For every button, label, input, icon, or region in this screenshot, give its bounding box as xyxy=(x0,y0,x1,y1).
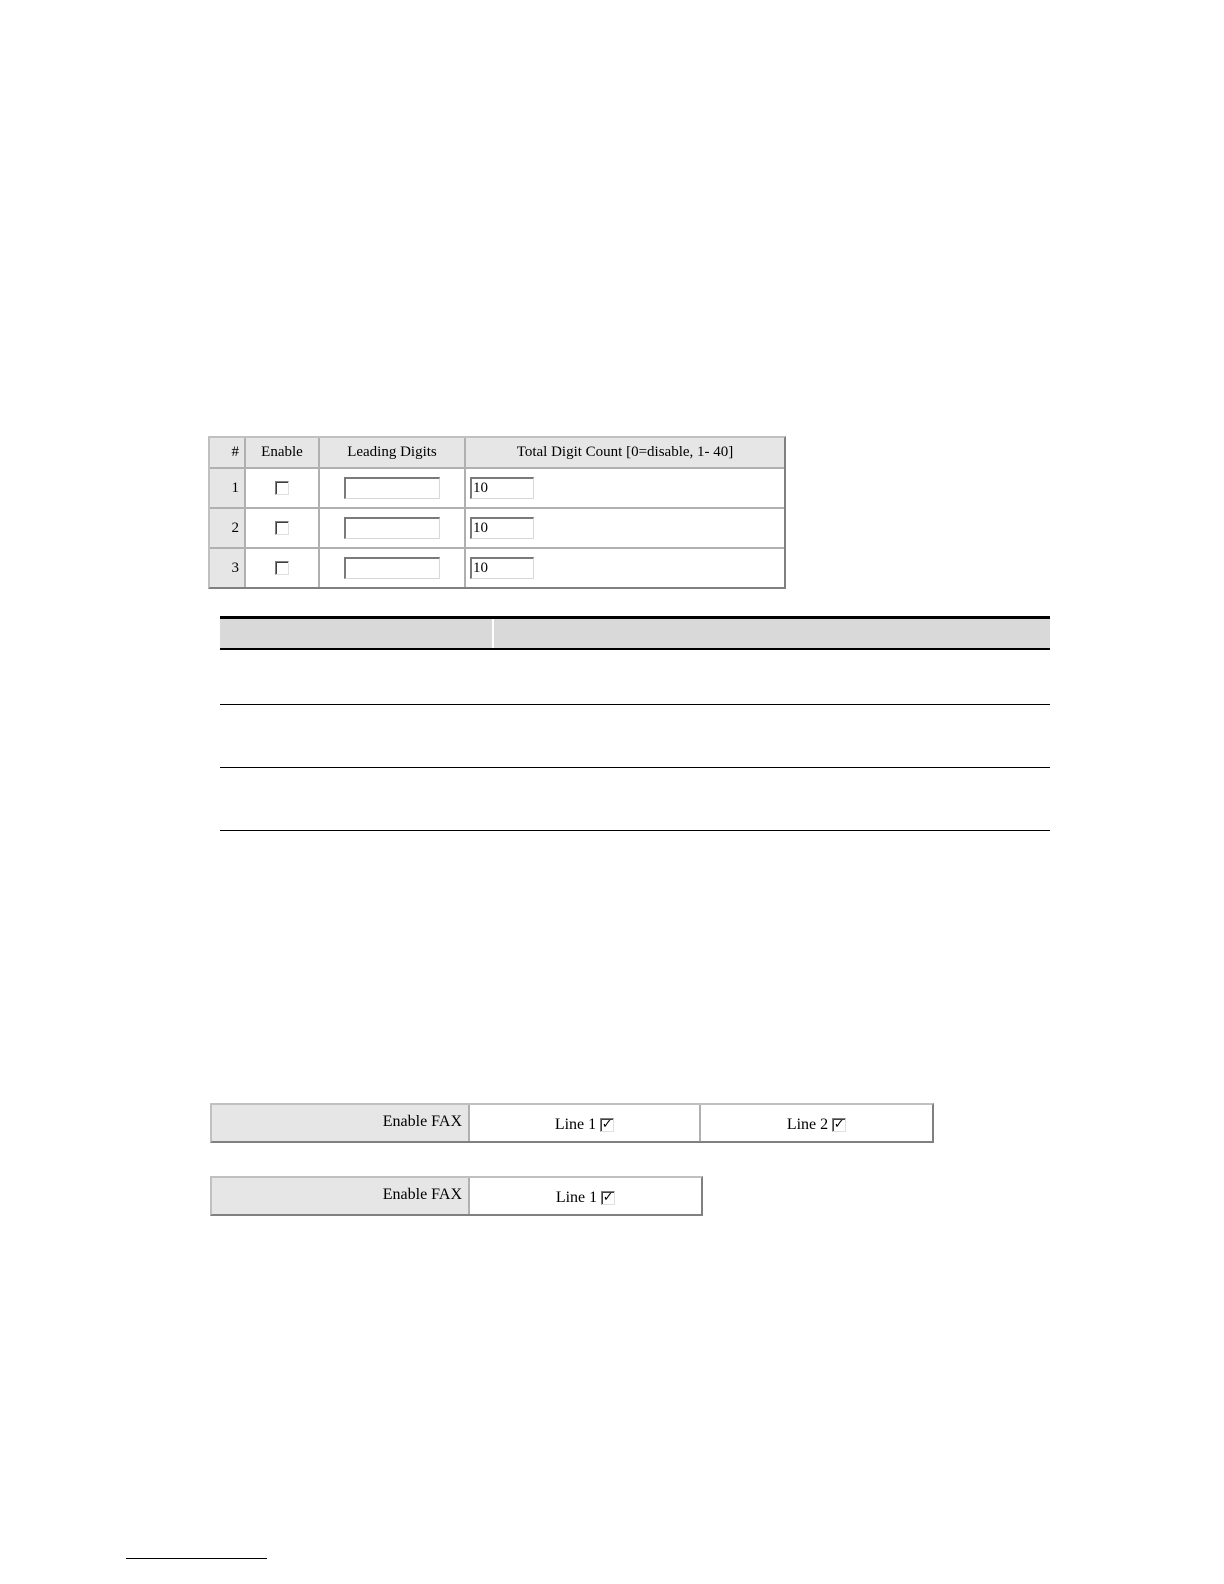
enable-fax-label: Enable FAX xyxy=(212,1105,470,1141)
leading-digits-cell xyxy=(320,549,466,587)
col-header-enable: Enable xyxy=(246,438,320,469)
fax-line-1-cell xyxy=(470,1178,701,1214)
total-digit-count-cell xyxy=(466,469,784,509)
fax-line-1-label: Line 1 xyxy=(554,1116,597,1133)
row-number: 2 xyxy=(210,509,246,549)
enable-checkbox[interactable] xyxy=(275,521,289,535)
row-number: 1 xyxy=(210,469,246,509)
table-row xyxy=(220,650,1050,705)
total-digit-count-cell xyxy=(466,509,784,549)
table-row xyxy=(210,549,784,587)
enable-cell xyxy=(246,549,320,587)
fax-line-1-cell xyxy=(470,1105,701,1141)
total-digit-count-input[interactable]: 10 xyxy=(470,557,534,579)
total-digit-count-input[interactable]: 10 xyxy=(470,517,534,539)
digit-table-header-row xyxy=(210,438,784,469)
table-row xyxy=(210,469,784,509)
leading-digits-cell xyxy=(320,509,466,549)
enable-checkbox[interactable] xyxy=(275,561,289,575)
fax-line-2-label: Line 2 xyxy=(786,1116,829,1133)
leading-digits-input[interactable] xyxy=(344,477,440,499)
enable-fax-table-two-lines xyxy=(210,1103,934,1143)
enable-cell xyxy=(246,469,320,509)
fax-row xyxy=(212,1178,701,1214)
enable-fax-table-one-line xyxy=(210,1176,703,1216)
fax-line-2-checkbox[interactable]: ✓ xyxy=(833,1117,845,1133)
description-table xyxy=(220,616,1050,831)
fax-line-2-cell xyxy=(701,1105,932,1141)
leading-digits-cell xyxy=(320,469,466,509)
leading-digits-input[interactable] xyxy=(344,517,440,539)
col-header-leading-digits: Leading Digits xyxy=(320,438,466,469)
fax-line-1-checkbox[interactable]: ✓ xyxy=(601,1117,613,1133)
total-digit-count-input[interactable]: 10 xyxy=(470,477,534,499)
table-row xyxy=(210,509,784,549)
enable-checkbox[interactable] xyxy=(275,481,289,495)
col-header-total-digit-count: Total Digit Count [0=disable, 1- 40] xyxy=(466,438,784,469)
col-header-number: # xyxy=(210,438,246,469)
fax-row xyxy=(212,1105,932,1141)
leading-digits-input[interactable] xyxy=(344,557,440,579)
fax-line-1-label: Line 1 xyxy=(555,1189,598,1206)
table-row xyxy=(220,768,1050,831)
total-digit-count-cell xyxy=(466,549,784,587)
description-header-col-2 xyxy=(494,619,1050,648)
description-table-header xyxy=(220,616,1050,650)
table-row xyxy=(220,705,1050,768)
footnote-rule xyxy=(126,1558,267,1559)
row-number: 3 xyxy=(210,549,246,587)
enable-cell xyxy=(246,509,320,549)
digit-count-table xyxy=(208,436,786,589)
fax-line-1-checkbox[interactable]: ✓ xyxy=(602,1190,614,1206)
enable-fax-label: Enable FAX xyxy=(212,1178,470,1214)
description-header-col-1 xyxy=(220,619,494,648)
